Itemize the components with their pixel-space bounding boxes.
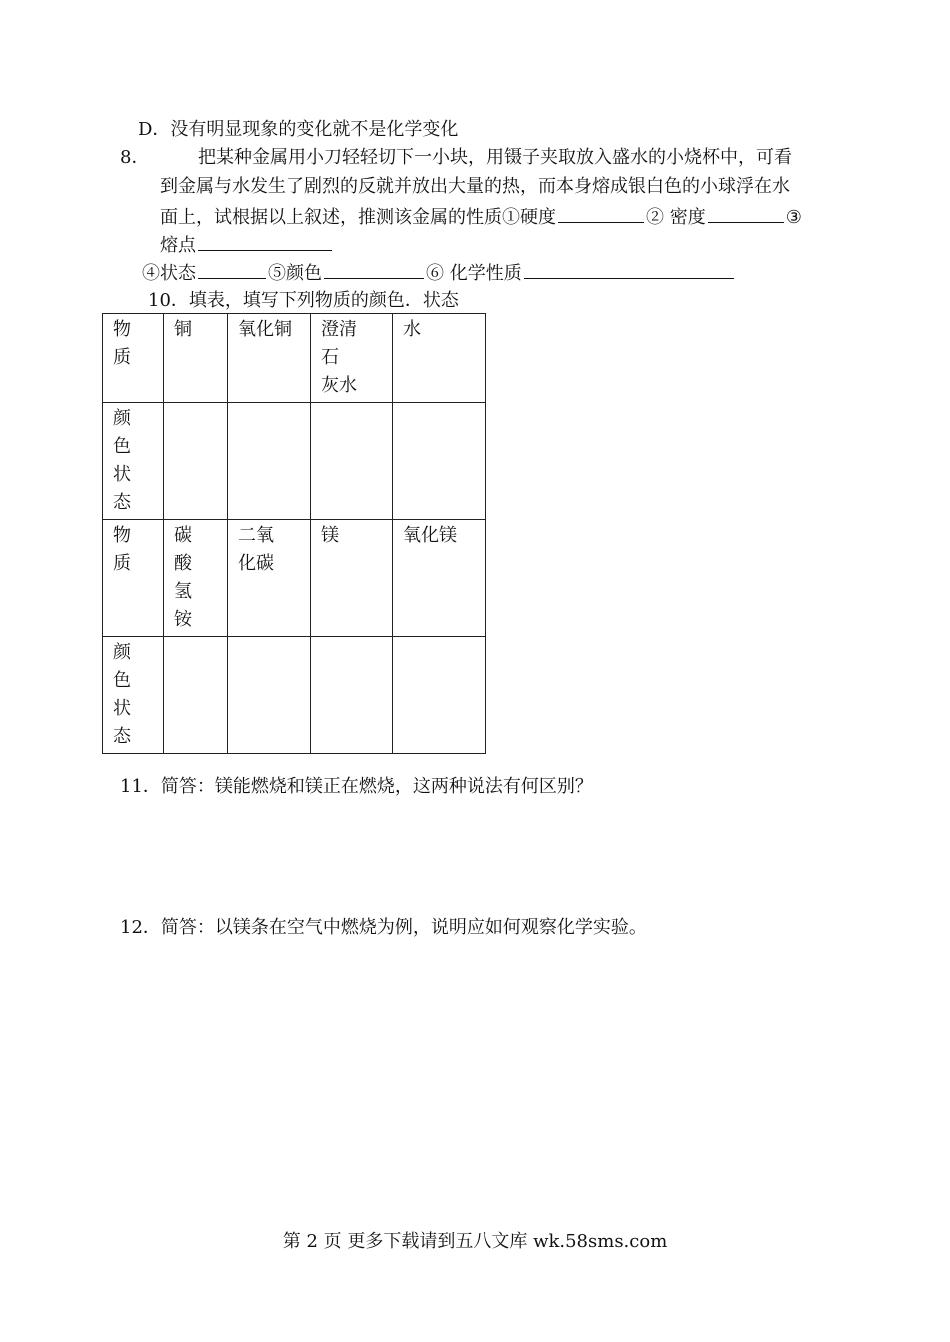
question-8-number: 8． <box>120 147 150 168</box>
state-blank <box>198 258 266 279</box>
cell-text: 物 质 <box>113 525 131 574</box>
table-cell <box>311 520 393 637</box>
cell-text: 二氧 化碳 <box>238 525 274 574</box>
option-d: D．没有明显现象的变化就不是化学变化 <box>138 119 459 140</box>
table-cell <box>103 403 164 520</box>
table-cell <box>103 314 164 403</box>
table-cell <box>164 520 228 637</box>
answer-cell[interactable] <box>164 637 228 754</box>
table-row <box>103 403 486 520</box>
question-8-line-5 <box>142 258 736 288</box>
answer-cell[interactable] <box>393 637 486 754</box>
question-10-title: 10．填表，填写下列物质的颜色．状态 <box>148 290 459 311</box>
substance-table <box>102 313 486 754</box>
hardness-blank <box>558 202 644 223</box>
cell-text: 颜 色 状 态 <box>113 642 131 747</box>
table-cell <box>393 314 486 403</box>
cell-text: 颜 色 状 态 <box>113 408 131 513</box>
table-cell <box>103 637 164 754</box>
table-cell <box>164 314 228 403</box>
table-row <box>103 314 486 403</box>
cell-text: 碳 酸 氢 铵 <box>174 525 192 630</box>
question-8-line-3 <box>160 202 802 232</box>
question-11: 11．简答：镁能燃烧和镁正在燃烧，这两种说法有何区别？ <box>120 776 593 797</box>
answer-cell[interactable] <box>311 403 393 520</box>
cell-text: 铜 <box>174 319 192 340</box>
page-footer: 第 2 页 更多下载请到五八文库 wk.58sms.com <box>282 1231 668 1252</box>
answer-cell[interactable] <box>311 637 393 754</box>
q8-hardness-label: 面上，试根据以上叙述，推测该金属的性质①硬度 <box>160 207 556 228</box>
density-blank <box>708 202 784 223</box>
table-cell <box>228 314 311 403</box>
cell-text: 氧化铜 <box>238 319 292 340</box>
color-blank <box>324 258 424 279</box>
melting-point-blank <box>198 230 332 251</box>
question-8-line-2: 到金属与水发生了剧烈的反就并放出大量的热，而本身熔成银白色的小球浮在水 <box>160 176 790 197</box>
answer-cell[interactable] <box>228 637 311 754</box>
q8-state-label: ④状态 <box>142 263 196 284</box>
answer-cell[interactable] <box>164 403 228 520</box>
question-12: 12．简答：以镁条在空气中燃烧为例，说明应如何观察化学实验。 <box>120 917 647 938</box>
table-cell <box>103 520 164 637</box>
q8-chemical-label: ⑥ 化学性质 <box>426 263 522 284</box>
cell-text: 物 质 <box>113 319 131 368</box>
table-cell <box>228 520 311 637</box>
q8-melting-label: 熔点 <box>160 235 196 256</box>
cell-text: 水 <box>403 319 421 340</box>
chemical-property-blank <box>524 258 734 279</box>
q8-density-label: ② 密度 <box>646 207 706 228</box>
cell-text: 氧化镁 <box>403 525 457 546</box>
table-cell <box>393 520 486 637</box>
table-cell <box>311 314 393 403</box>
question-8-line-4 <box>160 230 334 260</box>
cell-text: 镁 <box>321 525 339 546</box>
table-row <box>103 520 486 637</box>
question-8-line-1: 把某种金属用小刀轻轻切下一小块，用镊子夹取放入盛水的小烧杯中，可看 <box>198 147 792 168</box>
cell-text: 澄清 石 灰水 <box>321 319 357 396</box>
answer-cell[interactable] <box>393 403 486 520</box>
table-row <box>103 637 486 754</box>
q8-color-label: ⑤颜色 <box>268 263 322 284</box>
answer-cell[interactable] <box>228 403 311 520</box>
q8-circle-3: ③ <box>785 207 802 228</box>
